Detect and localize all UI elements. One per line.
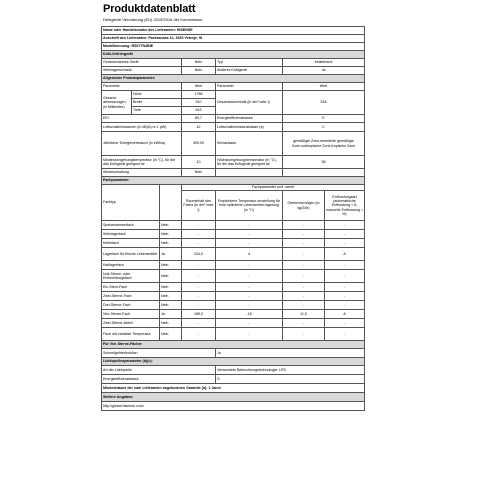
param-row (102, 169, 365, 177)
compartment-volume: - (182, 221, 216, 230)
general-right-value: freistehend (283, 59, 365, 67)
total-volume-label: Gesamtrauminhalt (in dm³ oder l) (216, 91, 283, 115)
compartment-defrost: - (325, 301, 365, 310)
param-left-value: Nein (182, 169, 216, 177)
compartment-volume: - (182, 319, 216, 328)
comp-header-group: Fachparameter und -werte (182, 185, 365, 191)
compartment-row (102, 239, 365, 248)
section-general-row (102, 51, 365, 59)
supplier-name: Name oder Handelsmarke des Lieferanten: HISENSE (102, 27, 365, 35)
params-header-param2: Parameter (216, 83, 283, 91)
compartment-row (102, 283, 365, 292)
param-row (102, 156, 365, 169)
compartment-volume: - (182, 283, 216, 292)
page-subtitle: Delegierte Verordnung (EU) 2019/2016 der Kommission (103, 17, 203, 22)
total-volume-value: 518 (283, 91, 365, 115)
general-row (102, 59, 365, 67)
compartment-row (102, 248, 365, 261)
compartment-name: Kaltlagerfach (102, 261, 160, 270)
compartment-row (102, 221, 365, 230)
compartment-volume: - (182, 270, 216, 283)
compartment-freezing: - (283, 230, 325, 239)
compartment-present: Nein (160, 230, 182, 239)
compartment-name: Drei-Sterne-Fach (102, 301, 160, 310)
params-header-value2: Wert (283, 83, 365, 91)
section-params: Allgemeine Produktparameter: (102, 75, 365, 83)
compartment-defrost: - (325, 270, 365, 283)
quick-freeze-label: Schnellgefrierfunktion (102, 349, 216, 358)
compartment-temperature: - (216, 319, 283, 328)
four-star-row (102, 349, 365, 358)
param-right-label: Luftschallemissionsklasse (a) (216, 123, 283, 132)
param-right-label: Energieeffizienzklasse (216, 115, 283, 123)
compartment-freezing: - (283, 221, 325, 230)
param-right-value: E (283, 115, 365, 123)
dimension-label: Tiefe (132, 107, 182, 115)
dimension-value: 910 (182, 99, 216, 107)
param-left-label: Winterschaltung (102, 169, 182, 177)
general-row (102, 67, 365, 75)
compartment-volume: - (182, 239, 216, 248)
compartment-present: Nein (160, 319, 182, 328)
param-left-value: 89,7 (182, 115, 216, 123)
page-title: Produktdatenblatt (103, 3, 196, 15)
compartment-freezing: - (283, 261, 325, 270)
compartment-present: Ja (160, 248, 182, 261)
compartment-defrost: - (325, 328, 365, 341)
general-left-label: Weinlagerschrank (102, 67, 182, 75)
compartment-row (102, 301, 365, 310)
compartment-defrost: A (325, 248, 365, 261)
compartment-freezing: - (283, 248, 325, 261)
compartment-freezing: - (283, 239, 325, 248)
supplier-address: Anschrift des Lieferanten: Partizanska 12, 3320 Velenje, SI (102, 35, 365, 43)
compartment-defrost: - (325, 230, 365, 239)
compartment-defrost: - (325, 239, 365, 248)
compartment-defrost: - (325, 319, 365, 328)
compartment-present: Nein (160, 221, 182, 230)
param-left-label: EEI (102, 115, 182, 123)
param-left-label: Luftschallemissionen (in dB(A) re 1 pW) (102, 123, 182, 132)
light-type-value: Verwendete Beleuchtungstechnologie: LED (216, 366, 365, 375)
param-row (102, 132, 365, 156)
guarantee-text: Mindestdauer der vom Lieferanten angebotenen Garantie (b): 1 Jahre (102, 384, 365, 393)
light-row (102, 375, 365, 384)
section-more-row (102, 393, 365, 402)
light-class-label: Energieeffizienzklasse (102, 375, 216, 384)
comp-header-col1: Rauminhalt des Fachs (in dm³ oder l) (182, 191, 216, 221)
compartment-temperature: - (216, 301, 283, 310)
light-class-value: G (216, 375, 365, 384)
compartment-volume: - (182, 230, 216, 239)
param-left-value: 309,00 (182, 132, 216, 156)
general-left-value: Nein (182, 67, 216, 75)
compartment-temperature: - (216, 292, 283, 301)
compartment-name: Zwei-Sterne-Fach (102, 292, 160, 301)
compartment-row (102, 230, 365, 239)
param-right-label (216, 169, 283, 177)
compartment-row (102, 261, 365, 270)
section-params-row (102, 75, 365, 83)
compartment-temperature: - (216, 239, 283, 248)
compartment-temperature: - (216, 230, 283, 239)
compartment-temperature: -18 (216, 310, 283, 319)
compartment-name: Kellerfach (102, 239, 160, 248)
dimensions-group-label: Gesamt-abmessungen (in Millimeter) (102, 91, 132, 115)
model-identifier: Modellkennung: RS677N4BIE (102, 43, 365, 51)
compartment-defrost: - (325, 292, 365, 301)
compartment-name: Zwei-Sterne-Abteil (102, 319, 160, 328)
compartment-freezing: 11,0 (283, 310, 325, 319)
model-row (102, 43, 365, 51)
compartment-freezing: - (283, 283, 325, 292)
compartment-row (102, 310, 365, 319)
supplier-name-row (102, 27, 365, 35)
param-right-value (283, 169, 365, 177)
compartment-name: Speisekammerfach (102, 221, 160, 230)
general-left-label: Geräuscharmes Gerät (102, 59, 182, 67)
general-right-value: Ja (283, 67, 365, 75)
compartment-volume: - (182, 328, 216, 341)
section-compartments: Fachparameter (102, 177, 365, 185)
params-header-param: Parameter (102, 83, 182, 91)
compartment-name: Lagerfach für frische Lebensmittel (102, 248, 160, 261)
compartment-temperature: - (216, 328, 283, 341)
compartment-volume: - (182, 292, 216, 301)
data-sheet-table (101, 26, 365, 411)
param-right-value: gemäßigte Zone,erweiterte gemäßigte Zone,subtropische Zone,tropische Zone (283, 132, 365, 156)
dimension-value: 643 (182, 107, 216, 115)
comp-header-col2: Empfohlene Temperatur-einstellung für eine optimierte Lebensmittel-lagerung (in °C) (216, 191, 283, 221)
compartment-present: Nein (160, 283, 182, 292)
compartment-row (102, 270, 365, 283)
section-four-star: Für Vier-Sterne-Fächer (102, 341, 365, 349)
param-left-value: 10 (182, 156, 216, 169)
comp-header-spacer (160, 185, 182, 221)
compartment-temperature: - (216, 221, 283, 230)
general-right-label: Typ (216, 59, 283, 67)
compartment-temperature: 4 (216, 248, 283, 261)
compartment-name: Vier-Sterne-Fach (102, 310, 160, 319)
compartment-present: Nein (160, 292, 182, 301)
compartment-name: Ein-Stern-Fach (102, 283, 160, 292)
compartment-freezing: - (283, 301, 325, 310)
compartment-name: Fach mit variabler Temperatur (102, 328, 160, 341)
param-left-label: Jährlicher Energieverbrauch (in kWh/a) (102, 132, 182, 156)
compartment-temperature: - (216, 261, 283, 270)
compartment-present: Ja (160, 310, 182, 319)
compartment-volume: - (182, 301, 216, 310)
compartment-volume: 334,0 (182, 248, 216, 261)
guarantee-row (102, 384, 365, 393)
dimension-label: Höhe (132, 91, 182, 99)
compartment-present: Nein (160, 270, 182, 283)
general-right-label: Anderes Kühlgerät (216, 67, 283, 75)
param-right-value: 38 (283, 156, 365, 169)
compartment-present: Nein (160, 261, 182, 270)
compartment-defrost: A (325, 310, 365, 319)
general-left-value: Nein (182, 59, 216, 67)
comp-header-col3: Gefriervermögen (in kg/24h) (283, 191, 325, 221)
section-more: Weitere Angaben: (102, 393, 365, 402)
dimension-value: 1786 (182, 91, 216, 99)
section-compartments-row (102, 177, 365, 185)
section-light-row (102, 358, 365, 366)
manufacturer-link[interactable]: http://global.hisense.com/ (102, 402, 365, 411)
dimension-row (102, 91, 365, 99)
compartment-row (102, 292, 365, 301)
dimension-label: Breite (132, 99, 182, 107)
compartment-freezing: - (283, 319, 325, 328)
compartment-volume: - (182, 261, 216, 270)
compartment-volume: 185,0 (182, 310, 216, 319)
compartment-temperature: - (216, 283, 283, 292)
section-light: Lichtquellenparameter (b)(c): (102, 358, 365, 366)
light-row (102, 366, 365, 375)
link-row (102, 402, 365, 411)
supplier-address-row (102, 35, 365, 43)
comp-header-fachtyp: Fachtyp (102, 185, 160, 221)
compartment-defrost: - (325, 261, 365, 270)
param-right-label: Höchstumgebungstemperatur (in °C), für die das Kühlgerät geeignet ist (216, 156, 283, 169)
compartment-name: Weinlagerfach (102, 230, 160, 239)
compartment-row (102, 328, 365, 341)
compartment-row (102, 319, 365, 328)
compartment-present: Nein (160, 239, 182, 248)
compartment-defrost: - (325, 221, 365, 230)
param-row (102, 123, 365, 132)
compartment-present: Nein (160, 328, 182, 341)
compartment-freezing: - (283, 270, 325, 283)
param-left-value: 42 (182, 123, 216, 132)
light-type-label: Art der Lichtquelle (102, 366, 216, 375)
compartment-temperature: - (216, 270, 283, 283)
compartment-freezing: - (283, 328, 325, 341)
params-header-row (102, 83, 365, 91)
comp-header-col4: Entfrostungsart (automatische Entfrostung = A, manuelle Entfrostung = M) (325, 191, 365, 221)
section-general: Kühl-Gefriergerät (102, 51, 365, 59)
compartment-name: Null-Sterne- oder Eisbereitungsfach (102, 270, 160, 283)
quick-freeze-value: Ja (216, 349, 365, 358)
param-left-label: Mindestumgebungstemperatur (in °C), für die das Kühlgerät geeignet ist (102, 156, 182, 169)
compartment-present: Nein (160, 301, 182, 310)
params-header-value: Wert (182, 83, 216, 91)
param-row (102, 115, 365, 123)
section-four-star-row (102, 341, 365, 349)
param-right-label: Klimaklasse (216, 132, 283, 156)
compartment-freezing: - (283, 292, 325, 301)
param-right-value: C (283, 123, 365, 132)
compartment-defrost: - (325, 283, 365, 292)
